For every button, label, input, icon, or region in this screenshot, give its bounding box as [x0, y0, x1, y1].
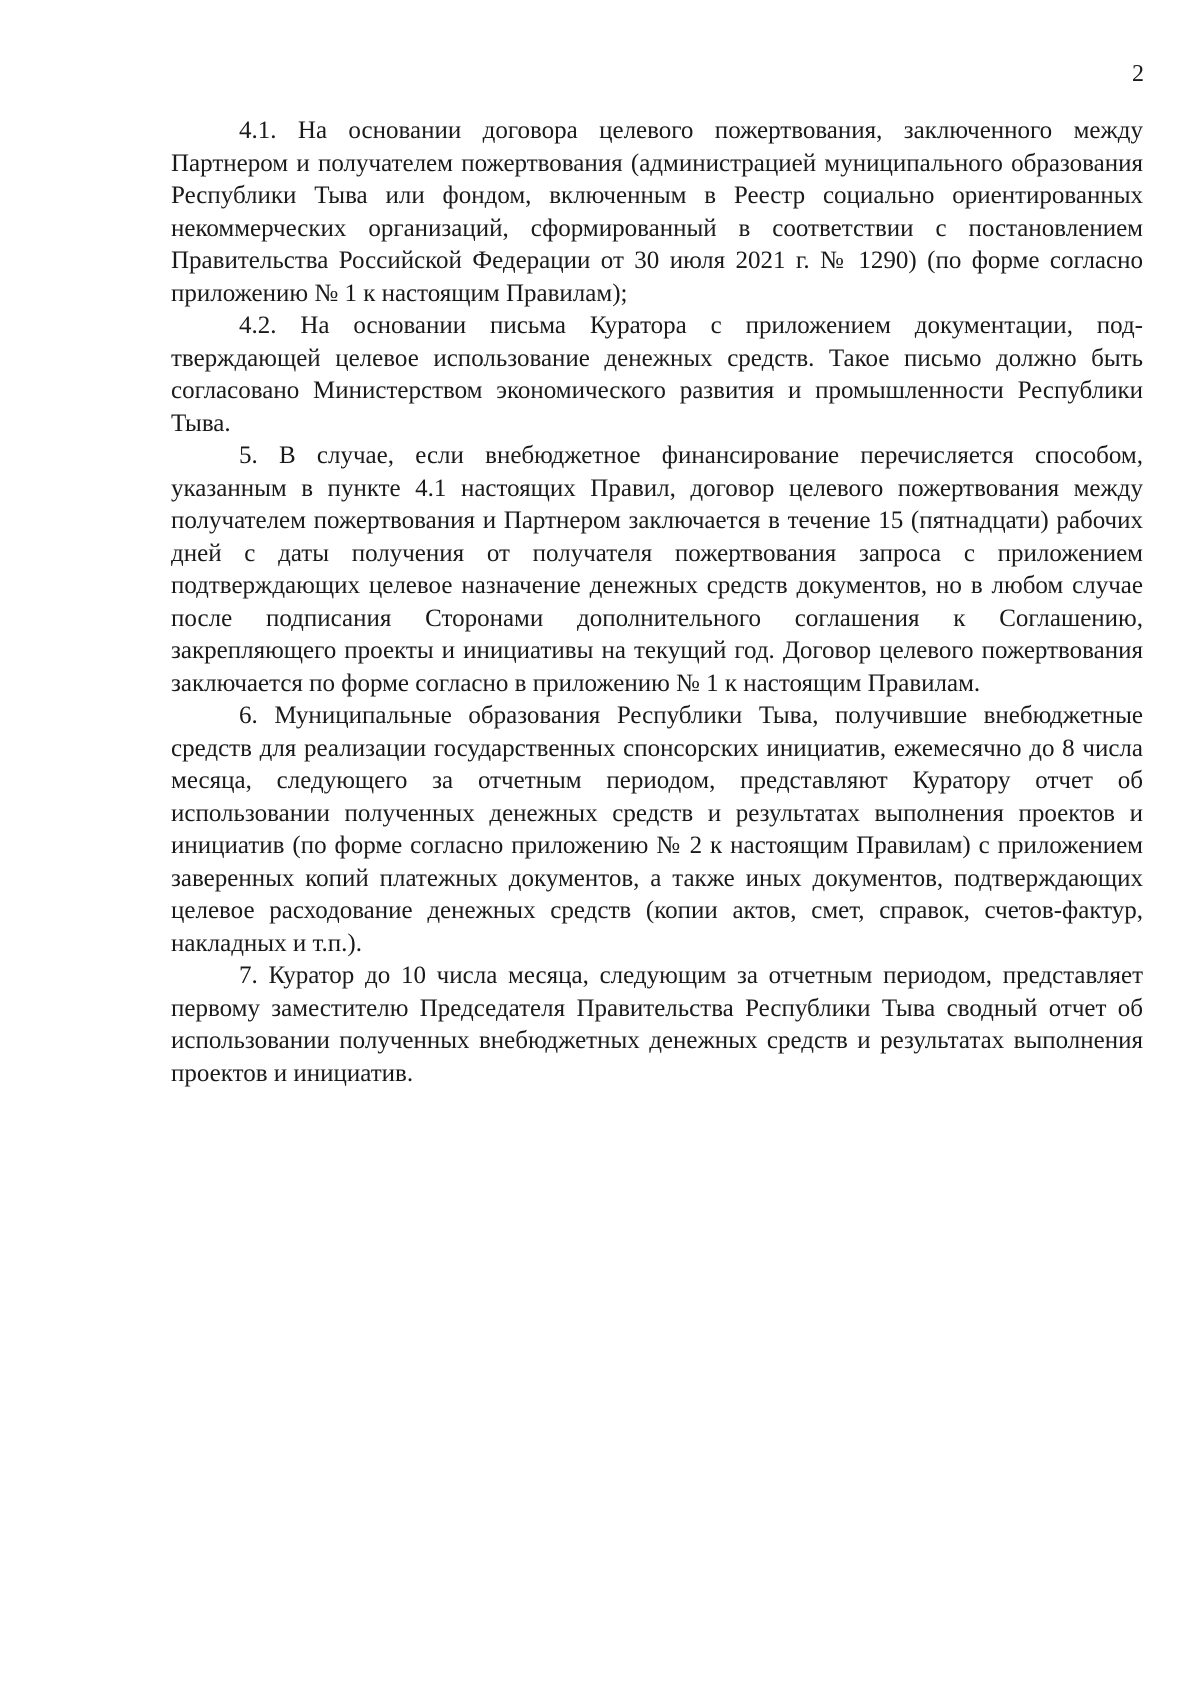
paragraph-4-1: 4.1. На основании договора целевого пожертвования, заключенного между Партнером и получателем пожертвования (администрацией муниципального образования Республики Тыва или фондом, включенным в Реестр социально ориентированных некоммерческих организаций, сформированный в соответствии с постановлением Правительства Российской Федерации от 30 июля 2021 г. № 1290) (по форме согласно приложению № 1 к настоящим Правилам);	[171, 117, 1143, 307]
page-number: 2	[1132, 61, 1144, 87]
paragraph-7: 7. Куратор до 10 числа месяца, следующим за отчетным периодом, представляет первому заместителю Председателя Правительства Республики Тыва сводный отчет об использовании полученных внебюджетных денежных средств и результатах выполнения проектов и инициатив.	[171, 962, 1143, 1087]
document-body	[171, 115, 1143, 1090]
paragraph-5: 5. В случае, если внебюджетное финансирование перечисляется способом, указанным в пункте 4.1 настоящих Правил, договор целевого пожертвования между получателем пожертвования и Партнером заключается в течение 15 (пятнадцати) рабочих дней с даты получения от получателя пожертвования запроса с приложением подтверждающих целевое назначение денежных средств документов, но в любом случае после подписания Сторонами дополнительного соглашения к Соглашению, закрепляющего проекты и инициативы на текущий год. Договор целевого пожертвования заключается по форме согласно в приложению № 1 к настоящим Правилам.	[171, 442, 1143, 697]
paragraph-6: 6. Муниципальные образования Республики Тыва, получившие внебюджетные средств для реализации государственных спонсорских инициатив, ежемесячно до 8 числа месяца, следующего за отчетным периодом, представляют Куратору отчет об использовании полученных денежных средств и результатах выполнения проектов и инициатив (по форме согласно приложению № 2 к настоящим Правилам) с приложением заверенных копий платежных документов, а также иных документов, подтверждающих целевое расходование денежных средств (копии актов, смет, справок, счетов-фактур, накладных и т.п.).	[171, 702, 1143, 957]
paragraph-4-2: 4.2. На основании письма Куратора с приложением документации, подтверждающей целевое использование денежных средств. Такое письмо должно быть согласовано Министерством экономического развития и промышленности Республики Тыва.	[171, 312, 1143, 437]
